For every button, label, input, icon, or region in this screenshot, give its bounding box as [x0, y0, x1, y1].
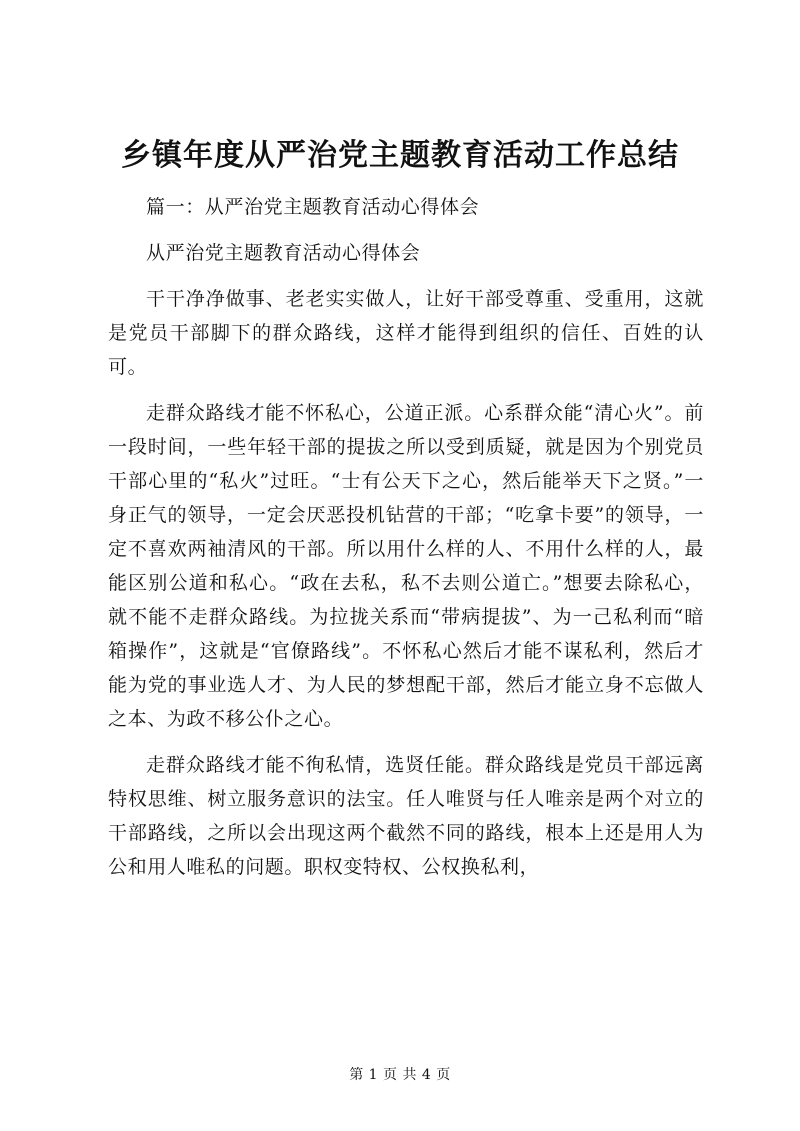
section-heading: 篇一：从严治党主题教育活动心得体会 — [146, 196, 480, 218]
subsection-heading: 从严治党主题教育活动心得体会 — [146, 242, 421, 264]
body-paragraph: 干干净净做事、老老实实做人，让好干部受尊重、受重用，这就是党员干部脚下的群众路线，这样才能得到组织的信任、百姓的认可。 — [108, 288, 704, 378]
page-footer: 第 1 页 共 4 页 — [349, 1067, 451, 1083]
document-title: 乡镇年度从严治党主题教育活动工作总结 — [121, 138, 679, 173]
body-paragraph: 走群众路线才能不怀私心，公道正派。心系群众能“清心火”。前一段时间，一些年轻干部的提拔之所以受到质疑，就是因为个别党员干部心里的“私火”过旺。“士有公天下之心，然后能举天下之贤。”一身正气的领导，一定会厌恶投机钻营的干部；“吃拿卡要”的领导，一定不喜欢两袖清风的干部。所以用什么样的人、不用什么样的人，最能区别公道和私心。“政在去私，私不去则公道亡。”想要去除私心，就不能不走群众路线。为拉拢关系而“带病提拔”、为一己私利而“暗箱操作”，这就是“官僚路线”。不怀私心然后才能不谋私利，然后才能为党的事业选人才、为人民的梦想配干部，然后才能立身不忘做人之本、为政不移公仆之心。 — [108, 402, 704, 730]
document-body — [108, 190, 704, 896]
body-paragraph: 走群众路线才能不徇私情，选贤任能。群众路线是党员干部远离特权思维、树立服务意识的法宝。任人唯贤与任人唯亲是两个对立的干部路线，之所以会出现这两个截然不同的路线，根本上还是用人为公和用人唯私的问题。职权变特权、公权换私利， — [108, 754, 704, 878]
